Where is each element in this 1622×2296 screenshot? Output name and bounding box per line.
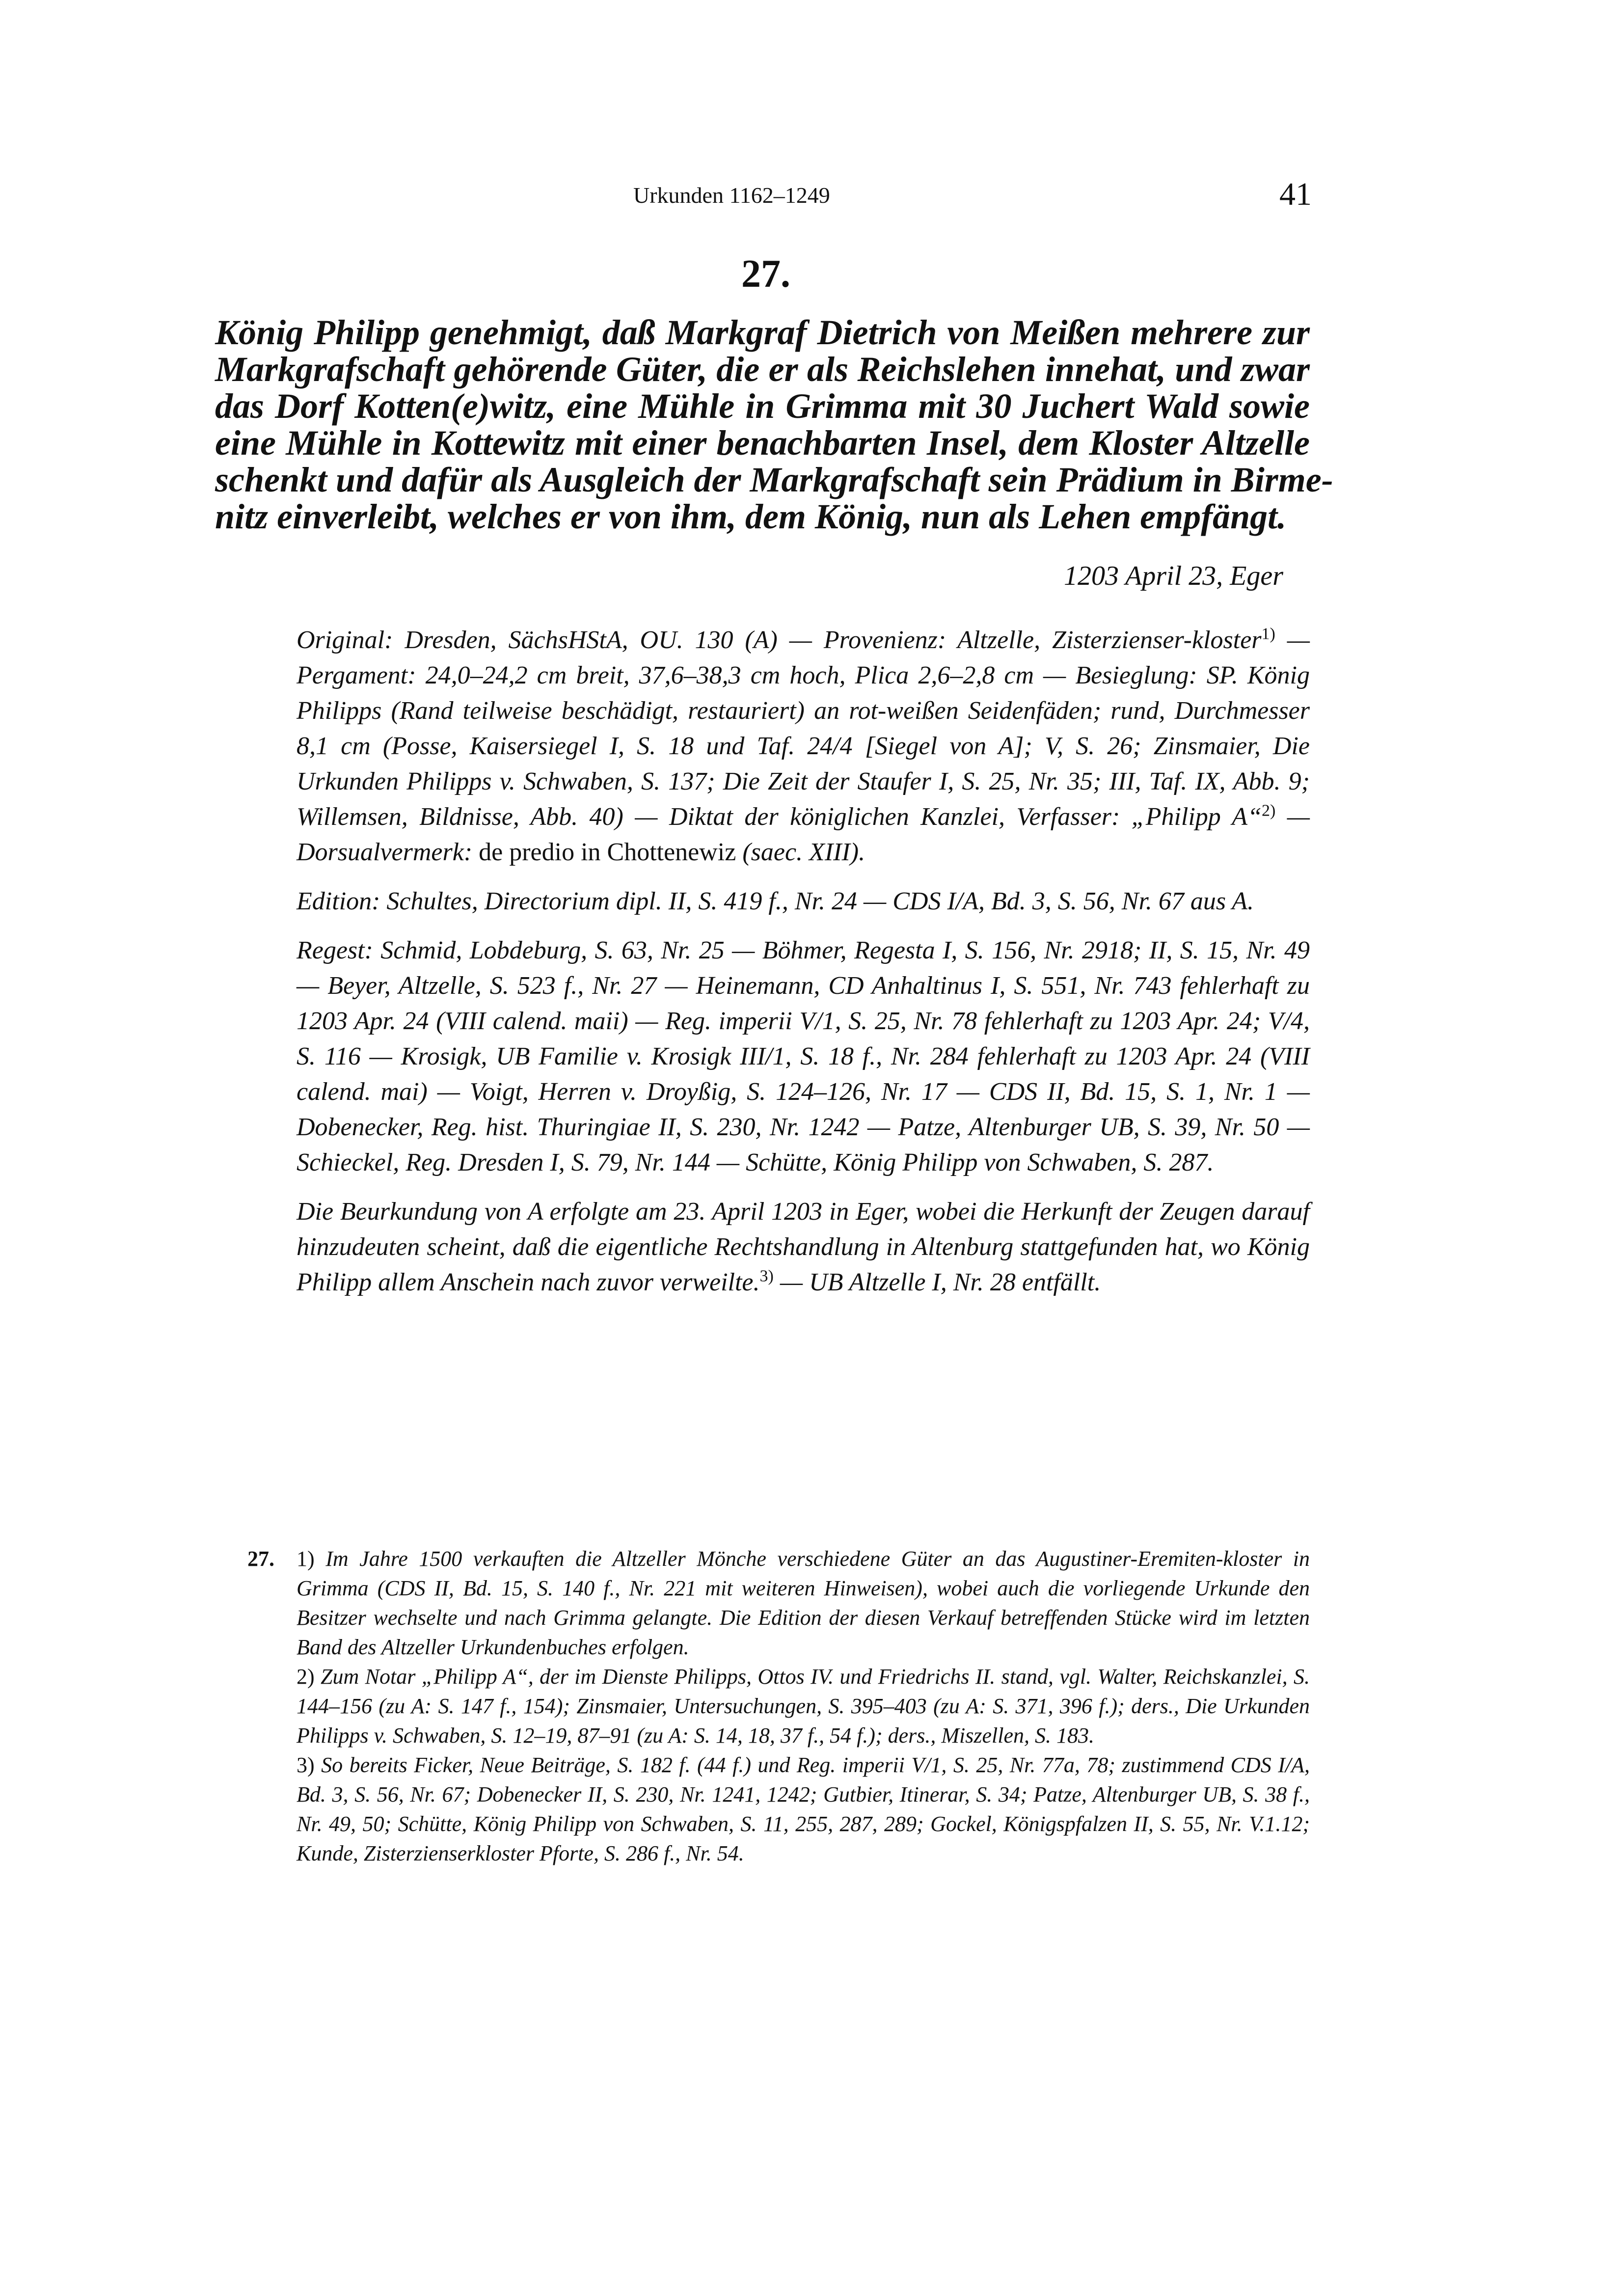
critical-apparatus	[297, 623, 1310, 1314]
original-text-part: Original: Dresden, SächsHStA, OU. 130 (A) — Provenienz: Altzelle, Zisterzienser-kloster	[297, 626, 1262, 654]
regest-title	[215, 313, 1333, 536]
running-head: Urkunden 1162–1249	[633, 183, 830, 208]
commentary-paragraph	[297, 1194, 1310, 1300]
footnote-marker: 3)	[297, 1753, 315, 1777]
edition-paragraph: Edition: Schultes, Directorium dipl. II, S. 419 f., Nr. 24 — CDS I/A, Bd. 3, S. 56, Nr. 67 aus A.	[297, 887, 1254, 915]
footnote-marker: 2)	[297, 1665, 315, 1689]
dorsal-note-text: de predio in Chottenewiz	[479, 838, 736, 866]
original-paragraph	[297, 623, 1310, 870]
footnote-ref: 1)	[1261, 625, 1275, 643]
page-number: 41	[1279, 176, 1312, 212]
footnote-item	[297, 1662, 1310, 1750]
dateline: 1203 April 23, Eger	[1064, 561, 1283, 591]
original-text-part: (saec. XIII).	[736, 838, 865, 866]
original-text-part: — Dorsualvermerk:	[297, 803, 1310, 866]
document-number: 27.	[741, 252, 790, 296]
regest-line: Markgrafschaft gehörende Güter, die er als Reichslehen innehat, und zwar	[215, 350, 1310, 389]
regest-line: eine Mühle in Kottewitz mit einer benachbarten Insel, dem Kloster Altzelle	[215, 423, 1310, 463]
regest-line: nitz einverleibt, welches er von ihm, dem König, nun als Lehen empfängt.	[215, 497, 1287, 536]
commentary-text-part: Die Beurkundung von A erfolgte am 23. April 1203 in Eger, wobei die Herkunft der Zeugen darauf hinzudeuten scheint, daß die eigentliche Rechtshandlung in Altenburg stattgefunden hat, wo König Philipp allem Anschein nach zuvor verweilte.	[297, 1198, 1310, 1296]
footnote-text: Im Jahre 1500 verkauften die Altzeller Mönche verschiedene Güter an das Augustiner-Eremiten-kloster in Grimma (CDS II, Bd. 15, S. 140 f., Nr. 221 mit weiteren Hinweisen), wobei auch die vorliegende Urkunde den Besitzer wechselte und nach Grimma gelangte. Die Edition der diesen Verkauf betreffenden Stücke wird im letzten Band des Altzeller Urkundenbuches erfolgen.	[297, 1547, 1310, 1659]
footnote-text: So bereits Ficker, Neue Beiträge, S. 182 f. (44 f.) und Reg. imperii V/1, S. 25, Nr. 77a, 78; zustimmend CDS I/A, Bd. 3, S. 56, Nr. 67; Dobenecker II, S. 230, Nr. 1241, 1242; Gutbier, Itinerar, S. 34; Patze, Altenburger UB, S. 38 f., Nr. 49, 50; Schütte, König Philipp von Schwaben, S. 11, 255, 287, 289; Gockel, Königspfalzen II, S. 55, Nr. V.1.12; Kunde, Zisterzienserkloster Pforte, S. 286 f., Nr. 54.	[297, 1753, 1310, 1865]
footnote-block	[247, 1544, 1310, 1868]
original-text-part: — Pergament: 24,0–24,2 cm breit, 37,6–38,3 cm hoch, Plica 2,6–2,8 cm — Besieglung: SP. König Philipps (Rand teilweise beschädigt, restauriert) an rot-weißen Seidenfäden; rund, Durchmesser 8,1 cm (Posse, Kaisersiegel I, S. 18 und Taf. 24/4 [Siegel von A]; V, S. 26; Zinsmaier, Die Urkunden Philipps v. Schwaben, S. 137; Die Zeit der Staufer I, S. 25, Nr. 35; III, Taf. IX, Abb. 9; Willemsen, Bildnisse, Abb. 40) — Diktat der königlichen Kanzlei, Verfasser: „Philipp A“	[297, 626, 1310, 831]
regest-line: schenkt und dafür als Ausgleich der Markgrafschaft sein Prädium in Birme-	[215, 460, 1333, 499]
regest-line: das Dorf Kotten(e)witz, eine Mühle in Grimma mit 30 Juchert Wald sowie	[215, 386, 1310, 426]
footnote-document-number: 27.	[247, 1547, 274, 1571]
footnote-item	[297, 1750, 1310, 1868]
footnote-text: Zum Notar „Philipp A“, der im Dienste Philipps, Ottos IV. und Friedrichs II. stand, vgl. Walter, Reichskanzlei, S. 144–156 (zu A: S. 147 f., 154); Zinsmaier, Untersuchungen, S. 395–403 (zu A: S. 371, 396 f.); ders., Die Urkunden Philipps v. Schwaben, S. 12–19, 87–91 (zu A: S. 14, 18, 37 f., 54 f.); ders., Miszellen, S. 183.	[297, 1665, 1310, 1748]
footnote-marker: 1)	[297, 1547, 315, 1571]
footnote-ref: 2)	[1261, 801, 1276, 820]
regest-paragraph: Regest: Schmid, Lobdeburg, S. 63, Nr. 25 — Böhmer, Regesta I, S. 156, Nr. 2918; II, S. 15, Nr. 49 — Beyer, Altzelle, S. 523 f., Nr. 27 — Heinemann, CD Anhaltinus I, S. 551, Nr. 743 fehlerhaft zu 1203 Apr. 24 (VIII calend. maii) — Reg. imperii V/1, S. 25, Nr. 78 fehlerhaft zu 1203 Apr. 24; V/4, S. 116 — Krosigk, UB Familie v. Krosigk III/1, S. 18 f., Nr. 284 fehlerhaft zu 1203 Apr. 24 (VIII calend. mai) — Voigt, Herren v. Droyßig, S. 124–126, Nr. 17 — CDS II, Bd. 15, S. 1, Nr. 1 — Dobenecker, Reg. hist. Thuringiae II, S. 230, Nr. 1242 — Patze, Altenburger UB, S. 39, Nr. 50 — Schieckel, Reg. Dresden I, S. 79, Nr. 144 — Schütte, König Philipp von Schwaben, S. 287.	[297, 936, 1310, 1176]
footnotes	[247, 1544, 1310, 1868]
regest-line: König Philipp genehmigt, daß Markgraf Dietrich von Meißen mehrere zur	[215, 313, 1310, 352]
footnote-ref: 3)	[759, 1267, 774, 1285]
footnote-item	[297, 1544, 1310, 1662]
commentary-text-part: — UB Altzelle I, Nr. 28 entfällt.	[773, 1268, 1101, 1296]
